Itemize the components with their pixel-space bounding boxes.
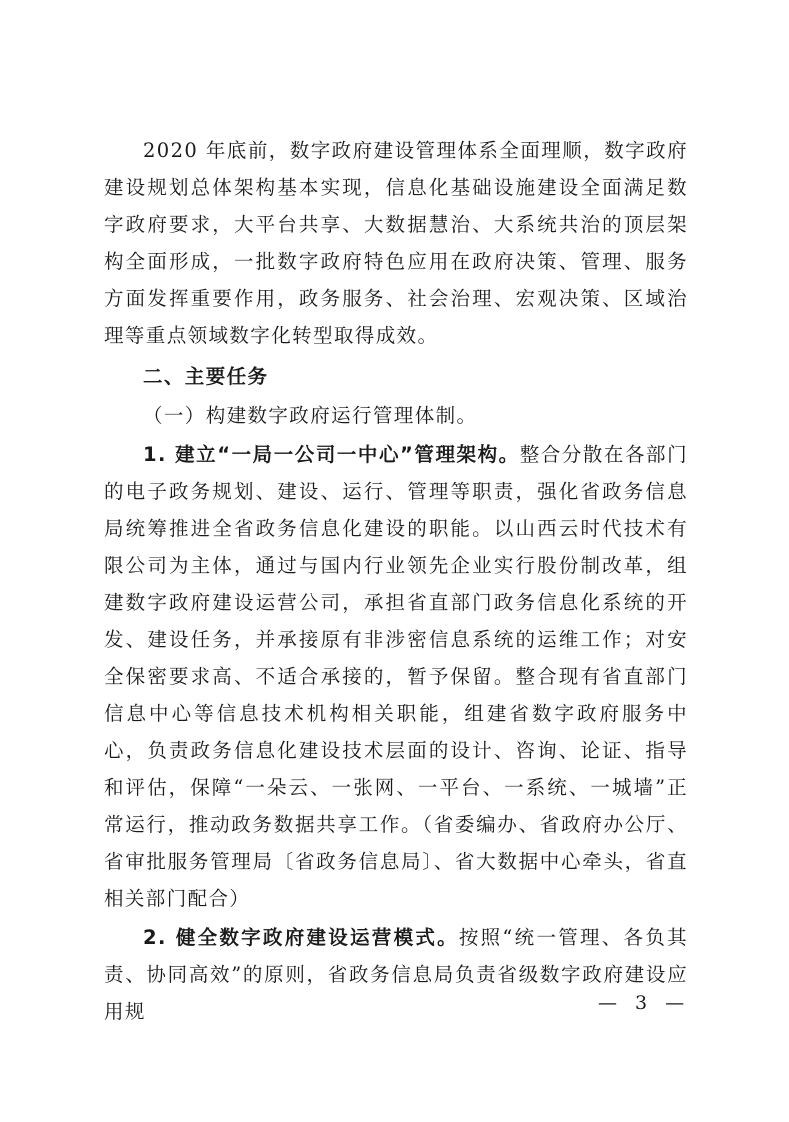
item-2-body: 按照“统一管理、各负其责、协同高效”的原则，省政务信息局负责省级数字政府建设应用规 [104, 926, 688, 1023]
document-body [104, 132, 691, 1030]
item-2-lead: 2. 健全数字政府建设运营模式。 [143, 926, 459, 949]
goal-paragraph: 2020 年底前，数字政府建设管理体系全面理顺，数字政府建设规划总体架构基本实现，信息化基础设施建设全面满足数字政府要求，大平台共享、大数据慧治、大系统共治的顶层架构全面形成，一批数字政府特色应用在政府决策、管理、服务方面发挥重要作用，政务服务、社会治理、宏观决策、区域治理等重点领域数字化转型取得成效。 [104, 139, 688, 347]
item-1-body: 整合分散在各部门的电子政务规划、建设、运行、管理等职责，强化省政务信息局统筹推进全省政务信息化建设的职能。以山西云时代技术有限公司为主体，通过与国内行业领先企业实行股份制改革，组建数字政府建设运营公司，承担省直部门政务信息化系统的开发、建设任务，并承接原有非涉密信息系统的运维工作；对安全保密要求高、不适合承接的，暂予保留。整合现有省直部门信息中心等信息技术机构相关职能，组建省数字政府服务中心，负责政务信息化建设技术层面的设计、咨询、论证、指导和评估，保障“一朵云、一张网、一平台、一系统、一城墙”正常运行，推动政务数据共享工作。（省委编办、省政府办公厅、省审批服务管理局〔省政务信息局〕、省大数据中心牵头，省直相关部门配合） [104, 443, 688, 910]
item-1-lead: 1. 建立“一局一公司一中心”管理架构。 [143, 443, 520, 466]
section-heading: 二、主要任务 [143, 365, 269, 388]
subsection-heading: （一）构建数字政府运行管理体制。 [143, 404, 478, 427]
page-number: — 3 — [598, 992, 691, 1014]
item-1-paragraph [104, 436, 688, 917]
